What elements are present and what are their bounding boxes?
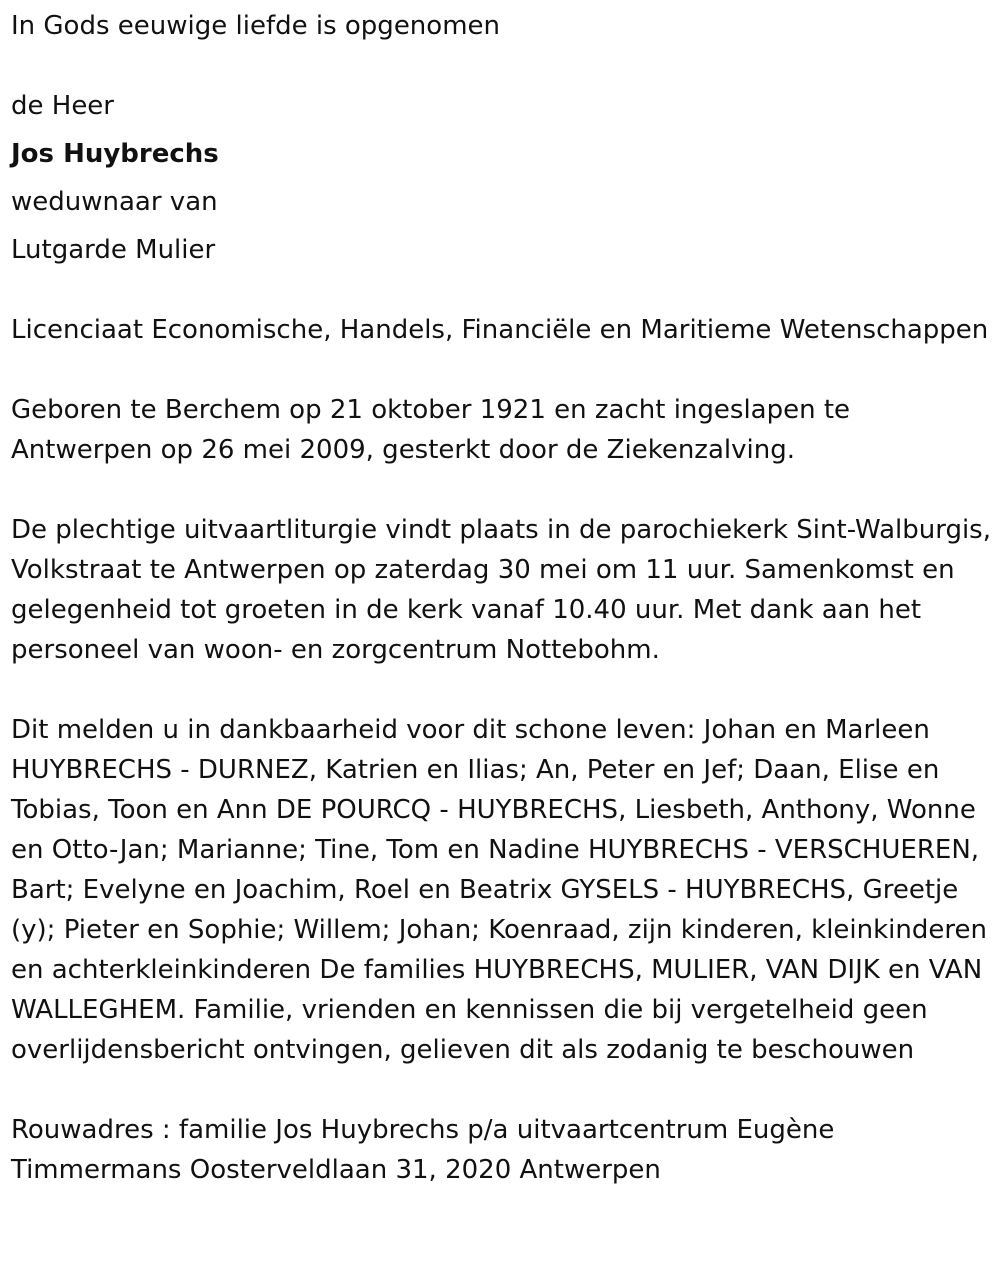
funeral-paragraph: De plechtige uitvaartliturgie vindt plaats in de parochiekerk Sint-Walburgis, Volkstraat te Antwerpen op zaterdag 30 mei om 11 uur. Samenkomst en gelegenheid tot groeten in de kerk vanaf 10.40 uur. Met dank aan het personeel van woon- en zorgcentrum Nottebohm.: [11, 515, 991, 665]
deceased-name: Jos Huybrechs: [11, 139, 219, 169]
relation-line: weduwnaar van: [11, 187, 218, 217]
obituary-document: [11, 6, 991, 1190]
address-paragraph: Rouwadres : familie Jos Huybrechs p/a uitvaartcentrum Eugène Timmermans Oosterveldlaan 31, 2020 Antwerpen: [11, 1115, 835, 1185]
birth-death-paragraph: Geboren te Berchem op 21 oktober 1921 en zacht ingeslapen te Antwerpen op 26 mei 2009, gesterkt door de Ziekenzalving.: [11, 395, 851, 465]
honorific: de Heer: [11, 91, 114, 121]
intro-line: In Gods eeuwige liefde is opgenomen: [11, 11, 500, 41]
family-paragraph: Dit melden u in dankbaarheid voor dit schone leven: Johan en Marleen HUYBRECHS - DURNEZ, Katrien en Ilias; An, Peter en Jef; Daan, Elise en Tobias, Toon en Ann DE POURCQ - HUYBRECHS, Liesbeth, Anthony, Wonne en Otto-Jan; Marianne; Tine, Tom en Nadine HUYBRECHS - VERSCHUEREN, Bart; Evelyne en Joachim, Roel en Beatrix GYSELS - HUYBRECHS, Greetje (y); Pieter en Sophie; Willem; Johan; Koenraad, zijn kinderen, kleinkinderen en achterkleinkinderen De families HUYBRECHS, MULIER, VAN DIJK en VAN WALLEGHEM. Familie, vrienden en kennissen die bij vergetelheid geen overlijdensbericht ontvingen, gelieven dit als zodanig te beschouwen: [11, 715, 987, 1065]
spouse-name: Lutgarde Mulier: [11, 235, 216, 265]
degree-paragraph: Licenciaat Economische, Handels, Financiële en Maritieme Wetenschappen: [11, 315, 989, 345]
